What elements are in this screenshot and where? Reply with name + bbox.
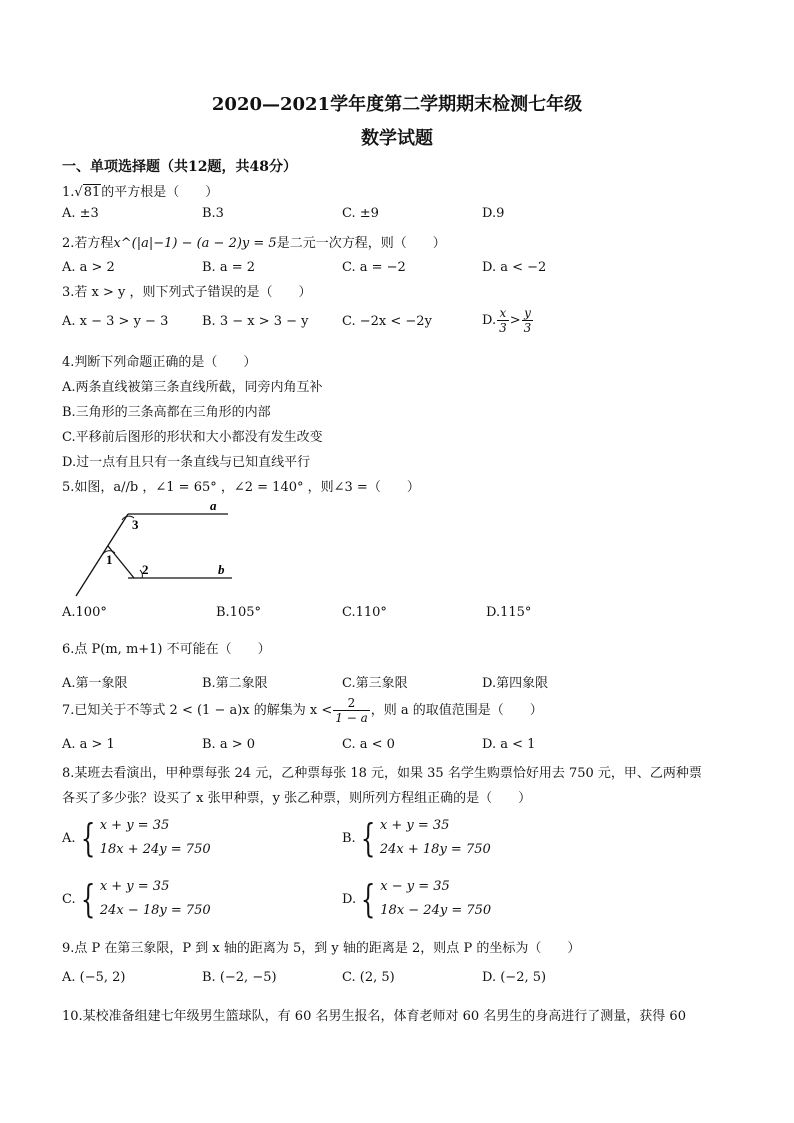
label-angle-2: 2	[142, 562, 149, 577]
q2-stem-post: 是二元一次方程，则（ ）	[276, 236, 446, 251]
q3-option-d	[482, 306, 534, 335]
q5-option-b: B.105°	[216, 605, 261, 620]
q1-radicand: 81	[83, 185, 101, 200]
page-subtitle: 数学试题	[361, 128, 433, 149]
parallel-lines-figure	[70, 498, 240, 598]
q4-option-c: C.平移前后图形的形状和大小都没有发生改变	[62, 430, 323, 445]
q8-c-eq1: x + y = 35	[99, 879, 170, 894]
label-b: b	[218, 562, 225, 577]
q8-a-eq2: 18x + 24y = 750	[99, 842, 211, 857]
q4-option-b: B.三角形的三条高都在三角形的内部	[62, 405, 271, 420]
label-a: a	[210, 498, 217, 513]
question-7-stem	[62, 696, 543, 725]
question-1-stem	[62, 181, 218, 200]
q8-d-label: D.	[342, 891, 357, 907]
question-5-stem: 5.如图，a//b ，∠1 = 65° ，∠2 = 140° ，则∠3 =（ ）	[62, 480, 420, 495]
label-angle-1: 1	[106, 552, 113, 567]
question-4-stem: 4.判断下列命题正确的是（ ）	[62, 355, 257, 370]
q7-frac-den: 1 − a	[335, 711, 368, 725]
q8-b-eq2: 24x + 18y = 750	[379, 842, 491, 857]
q8-option-d	[342, 875, 491, 923]
question-2-stem	[62, 232, 446, 251]
q3-d-den1: 3	[499, 321, 507, 335]
q7-option-b: B. a > 0	[202, 737, 255, 752]
q6-option-a: A.第一象限	[62, 676, 128, 691]
q7-stem-pre: 7.已知关于不等式 2 < (1 − a)x 的解集为 x <	[62, 703, 333, 718]
q8-option-b	[342, 814, 491, 862]
q8-b-eq1: x + y = 35	[379, 818, 450, 833]
q7-option-a: A. a > 1	[62, 737, 115, 752]
q4-option-d: D.过一点有且只有一条直线与已知直线平行	[62, 455, 311, 470]
question-8-line-2: 各买了多少张？设买了 x 张甲种票，y 张乙种票，则所列方程组正确的是（ ）	[62, 791, 532, 806]
q3-d-den2: 3	[523, 321, 532, 335]
label-angle-3: 3	[132, 517, 139, 532]
q3-option-d-label: D.	[482, 313, 497, 328]
q8-d-eq2: 18x − 24y = 750	[380, 903, 492, 918]
q2-equation: x^(|a|−1) − (a − 2)y = 5	[113, 236, 277, 251]
q6-option-d: D.第四象限	[482, 676, 549, 691]
q7-option-c: C. a < 0	[342, 737, 395, 752]
q2-stem-pre: 2.若方程	[62, 236, 114, 251]
q1-option-b: B.3	[202, 206, 224, 221]
q6-option-b: B.第二象限	[202, 676, 268, 691]
q9-option-d: D. (−2, 5)	[482, 970, 547, 985]
q8-option-c	[62, 875, 211, 923]
q8-a-brace: {	[80, 816, 95, 860]
q3-d-num1: x	[497, 306, 509, 321]
q3-option-a: A. x − 3 > y − 3	[62, 314, 169, 329]
q5-option-d: D.115°	[486, 605, 532, 620]
q8-c-label: C.	[62, 891, 76, 907]
question-6-stem: 6.点 P(m, m+1) 不可能在（ ）	[62, 642, 271, 657]
q2-option-b: B. a = 2	[202, 260, 255, 275]
sqrt-sign: √	[74, 185, 83, 200]
q3-option-b: B. 3 − x > 3 − y	[202, 314, 309, 329]
q7-stem-post: ，则 a 的取值范围是（ ）	[370, 703, 543, 718]
page-title: 2020—2021学年度第二学期期末检测七年级	[211, 94, 583, 115]
q9-option-c: C. (2, 5)	[342, 970, 395, 985]
q6-option-c: C.第三象限	[342, 676, 408, 691]
q1-option-a: A. ±3	[62, 206, 99, 221]
q8-b-brace: {	[360, 816, 376, 860]
q1-option-c: C. ±9	[342, 206, 379, 221]
q1-number: 1.	[62, 185, 75, 200]
q2-option-a: A. a > 2	[62, 260, 115, 275]
section-heading: 一、单项选择题（共12题，共48分）	[62, 159, 297, 175]
q5-option-c: C.110°	[342, 605, 387, 620]
q9-option-b: B. (−2, −5)	[202, 970, 277, 985]
q8-c-eq2: 24x − 18y = 750	[99, 903, 211, 918]
q1-stem-text: 的平方根是（ ）	[101, 185, 219, 200]
q8-b-label: B.	[342, 830, 356, 846]
q2-option-d: D. a < −2	[482, 260, 547, 275]
q7-frac-num: 2	[333, 696, 369, 711]
question-9-stem: 9.点 P 在第三象限，P 到 x 轴的距离为 5，到 y 轴的距离是 2，则点 P 的坐标为（ ）	[62, 941, 581, 956]
transversal-line	[76, 514, 128, 596]
question-8-line-1: 8.某班去看演出，甲种票每张 24 元，乙种票每张 18 元，如果 35 名学生购票恰好用去 750 元，甲、乙两种票	[62, 766, 702, 781]
q1-option-d: D.9	[482, 206, 505, 221]
q8-a-eq1: x + y = 35	[99, 818, 170, 833]
q8-c-brace: {	[80, 877, 95, 921]
q4-option-a: A.两条直线被第三条直线所截，同旁内角互补	[62, 380, 323, 395]
q5-option-a: A.100°	[62, 605, 107, 620]
q8-option-a	[62, 814, 211, 862]
q8-d-eq1: x − y = 35	[380, 879, 450, 894]
q3-d-num2: y	[522, 306, 534, 321]
q7-option-d: D. a < 1	[482, 737, 536, 752]
q8-d-brace: {	[360, 877, 376, 921]
q3-option-c: C. −2x < −2y	[342, 314, 432, 329]
question-3-stem: 3.若 x > y ，则下列式子错误的是（ ）	[62, 285, 312, 300]
question-10-stem: 10.某校准备组建七年级男生篮球队，有 60 名男生报名，体育老师对 60 名男生的身高进行了测量，获得 60	[62, 1009, 686, 1024]
q8-a-label: A.	[62, 830, 76, 846]
q9-option-a: A. (−5, 2)	[62, 970, 126, 985]
q2-option-c: C. a = −2	[342, 260, 406, 275]
q3-d-op: >	[509, 313, 521, 328]
